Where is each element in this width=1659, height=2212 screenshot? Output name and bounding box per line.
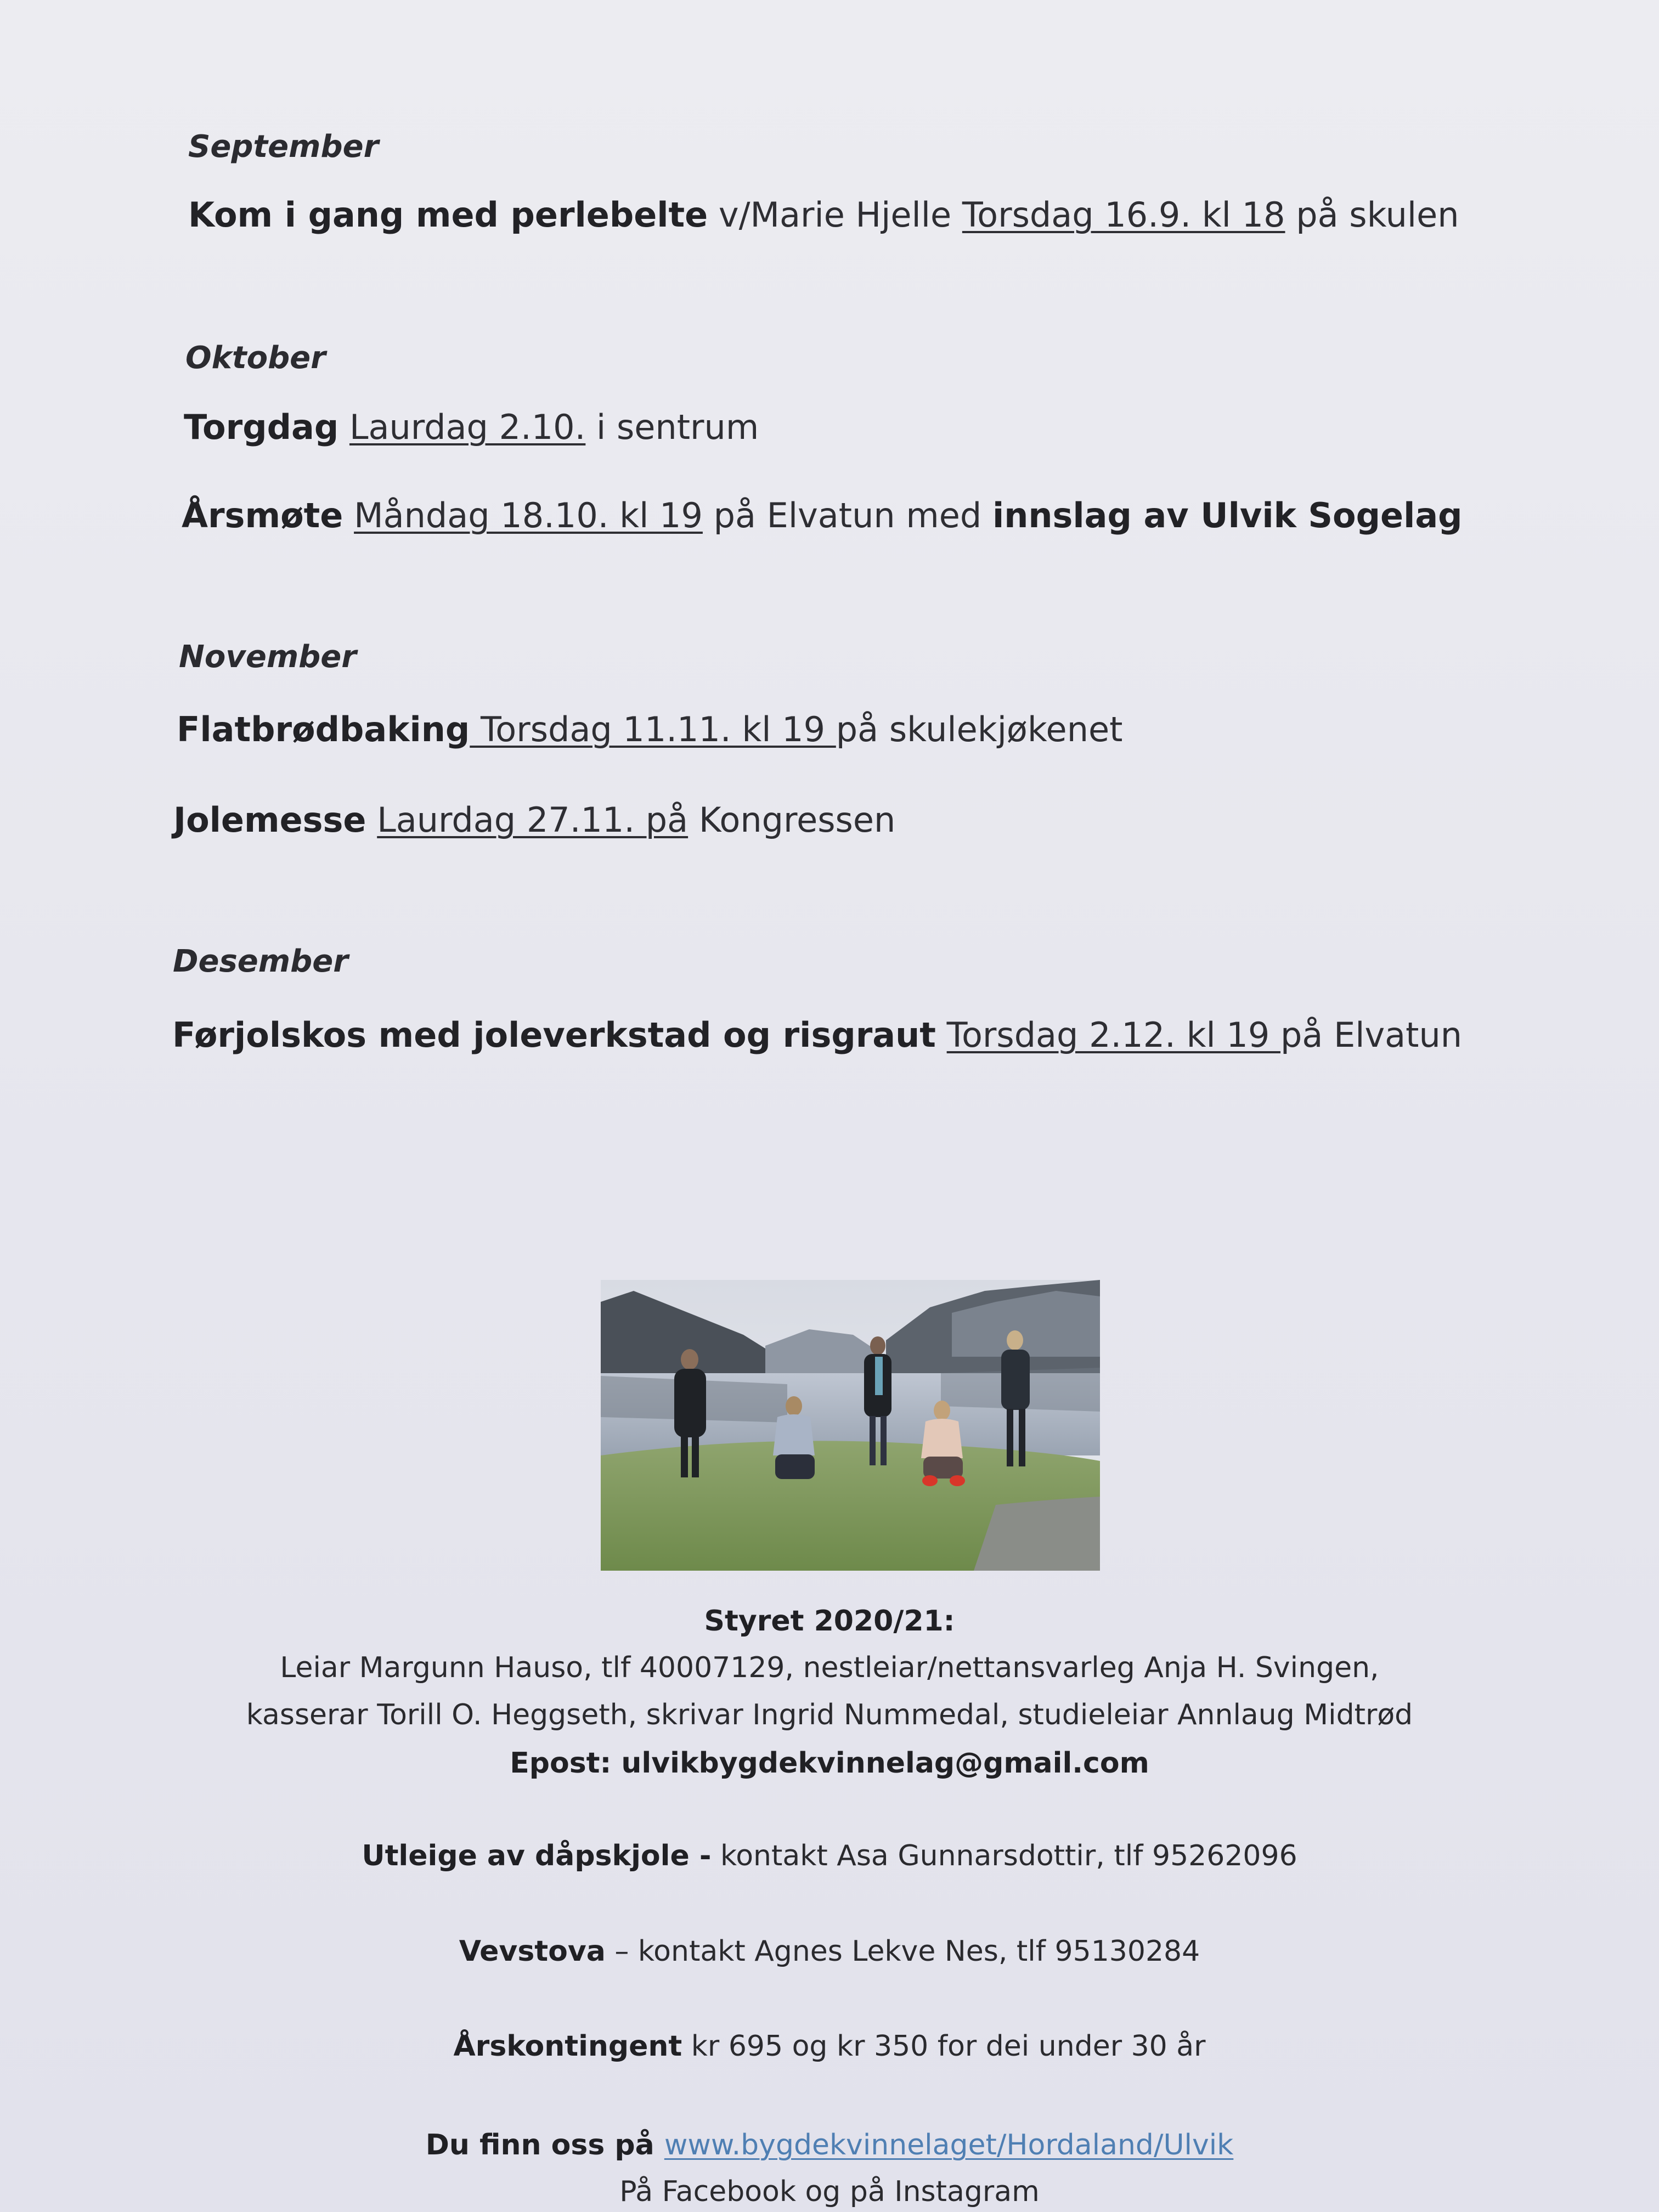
event-title: Årsmøte <box>182 495 343 535</box>
event-flatbrodbaking <box>177 709 1122 749</box>
contact-web-label: Du finn oss på <box>425 2129 664 2162</box>
contact-social: På Facebook og på Instagram <box>619 2175 1040 2208</box>
rental-vevstova <box>0 1935 1659 1968</box>
event-date: Laurdag 27.11. på <box>377 800 689 840</box>
rental-vevstova-text: – kontakt Agnes Lekve Nes, tlf 95130284 <box>605 1935 1200 1968</box>
event-host: v/Marie Hjelle <box>708 195 962 235</box>
event-place: på Elvatun med <box>702 495 992 535</box>
rental-dapskjole <box>0 1839 1659 1872</box>
event-date: Laurdag 2.10. <box>349 407 586 447</box>
event-place: Kongressen <box>688 800 896 840</box>
event-date: Torsdag 11.11. kl 19 <box>470 709 836 749</box>
rental-dapskjole-text: kontakt Asa Gunnarsdottir, tlf 95262096 <box>711 1839 1297 1872</box>
month-heading-november: November <box>179 639 357 675</box>
event-forjolskos <box>172 1015 1462 1055</box>
board-email-text: Epost: ulvikbygdekvinnelag@gmail.com <box>510 1747 1149 1780</box>
event-place: på Elvatun <box>1280 1015 1463 1055</box>
membership-fee-text: kr 695 og kr 350 for dei under 30 år <box>682 2030 1206 2063</box>
event-place: i sentrum <box>585 407 759 447</box>
event-extra: innslag av Ulvik Sogelag <box>992 495 1463 535</box>
rental-vevstova-label: Vevstova <box>459 1935 606 1968</box>
event-date: Torsdag 2.12. kl 19 <box>946 1015 1281 1055</box>
event-arsmote <box>182 495 1463 535</box>
board-members-line-2: kasserar Torill O. Heggseth, skrivar Ingrid Nummedal, studieleiar Annlaug Midtrød <box>246 1699 1413 1731</box>
month-heading-oktober: Oktober <box>185 340 326 376</box>
board-heading-text: Styret 2020/21: <box>704 1605 955 1638</box>
board-members-line-1: Leiar Margunn Hauso, tlf 40007129, nestleiar/nettansvarleg Anja H. Svingen, <box>280 1651 1379 1684</box>
contact-web <box>0 2129 1659 2162</box>
event-title: Torgdag <box>184 407 339 447</box>
membership-fee-label: Årskontingent <box>453 2030 682 2063</box>
event-title: Førjolskos med joleverkstad og risgraut <box>172 1015 936 1055</box>
event-date: Torsdag 16.9. kl 18 <box>962 195 1285 235</box>
event-perlebelte <box>188 195 1459 235</box>
website-link[interactable]: www.bygdekvinnelaget/Hordaland/Ulvik <box>664 2129 1234 2162</box>
event-title: Jolemesse <box>173 800 366 840</box>
event-title: Flatbrødbaking <box>177 709 470 749</box>
event-place: på skulekjøkenet <box>836 709 1123 749</box>
group-photo-illustration <box>601 1280 1100 1571</box>
month-heading-desember: Desember <box>173 944 348 979</box>
event-jolemesse <box>173 800 895 840</box>
board-heading <box>0 1605 1659 1638</box>
event-place: på skulen <box>1285 195 1459 235</box>
event-date: Måndag 18.10. kl 19 <box>354 495 703 535</box>
membership-fee <box>0 2030 1659 2063</box>
rental-dapskjole-label: Utleige av dåpskjole - <box>362 1839 712 1872</box>
board-email <box>0 1747 1659 1780</box>
month-heading-september: September <box>188 129 379 165</box>
event-torgdag <box>184 407 759 447</box>
group-photo <box>601 1280 1100 1571</box>
event-title: Kom i gang med perlebelte <box>188 195 708 235</box>
